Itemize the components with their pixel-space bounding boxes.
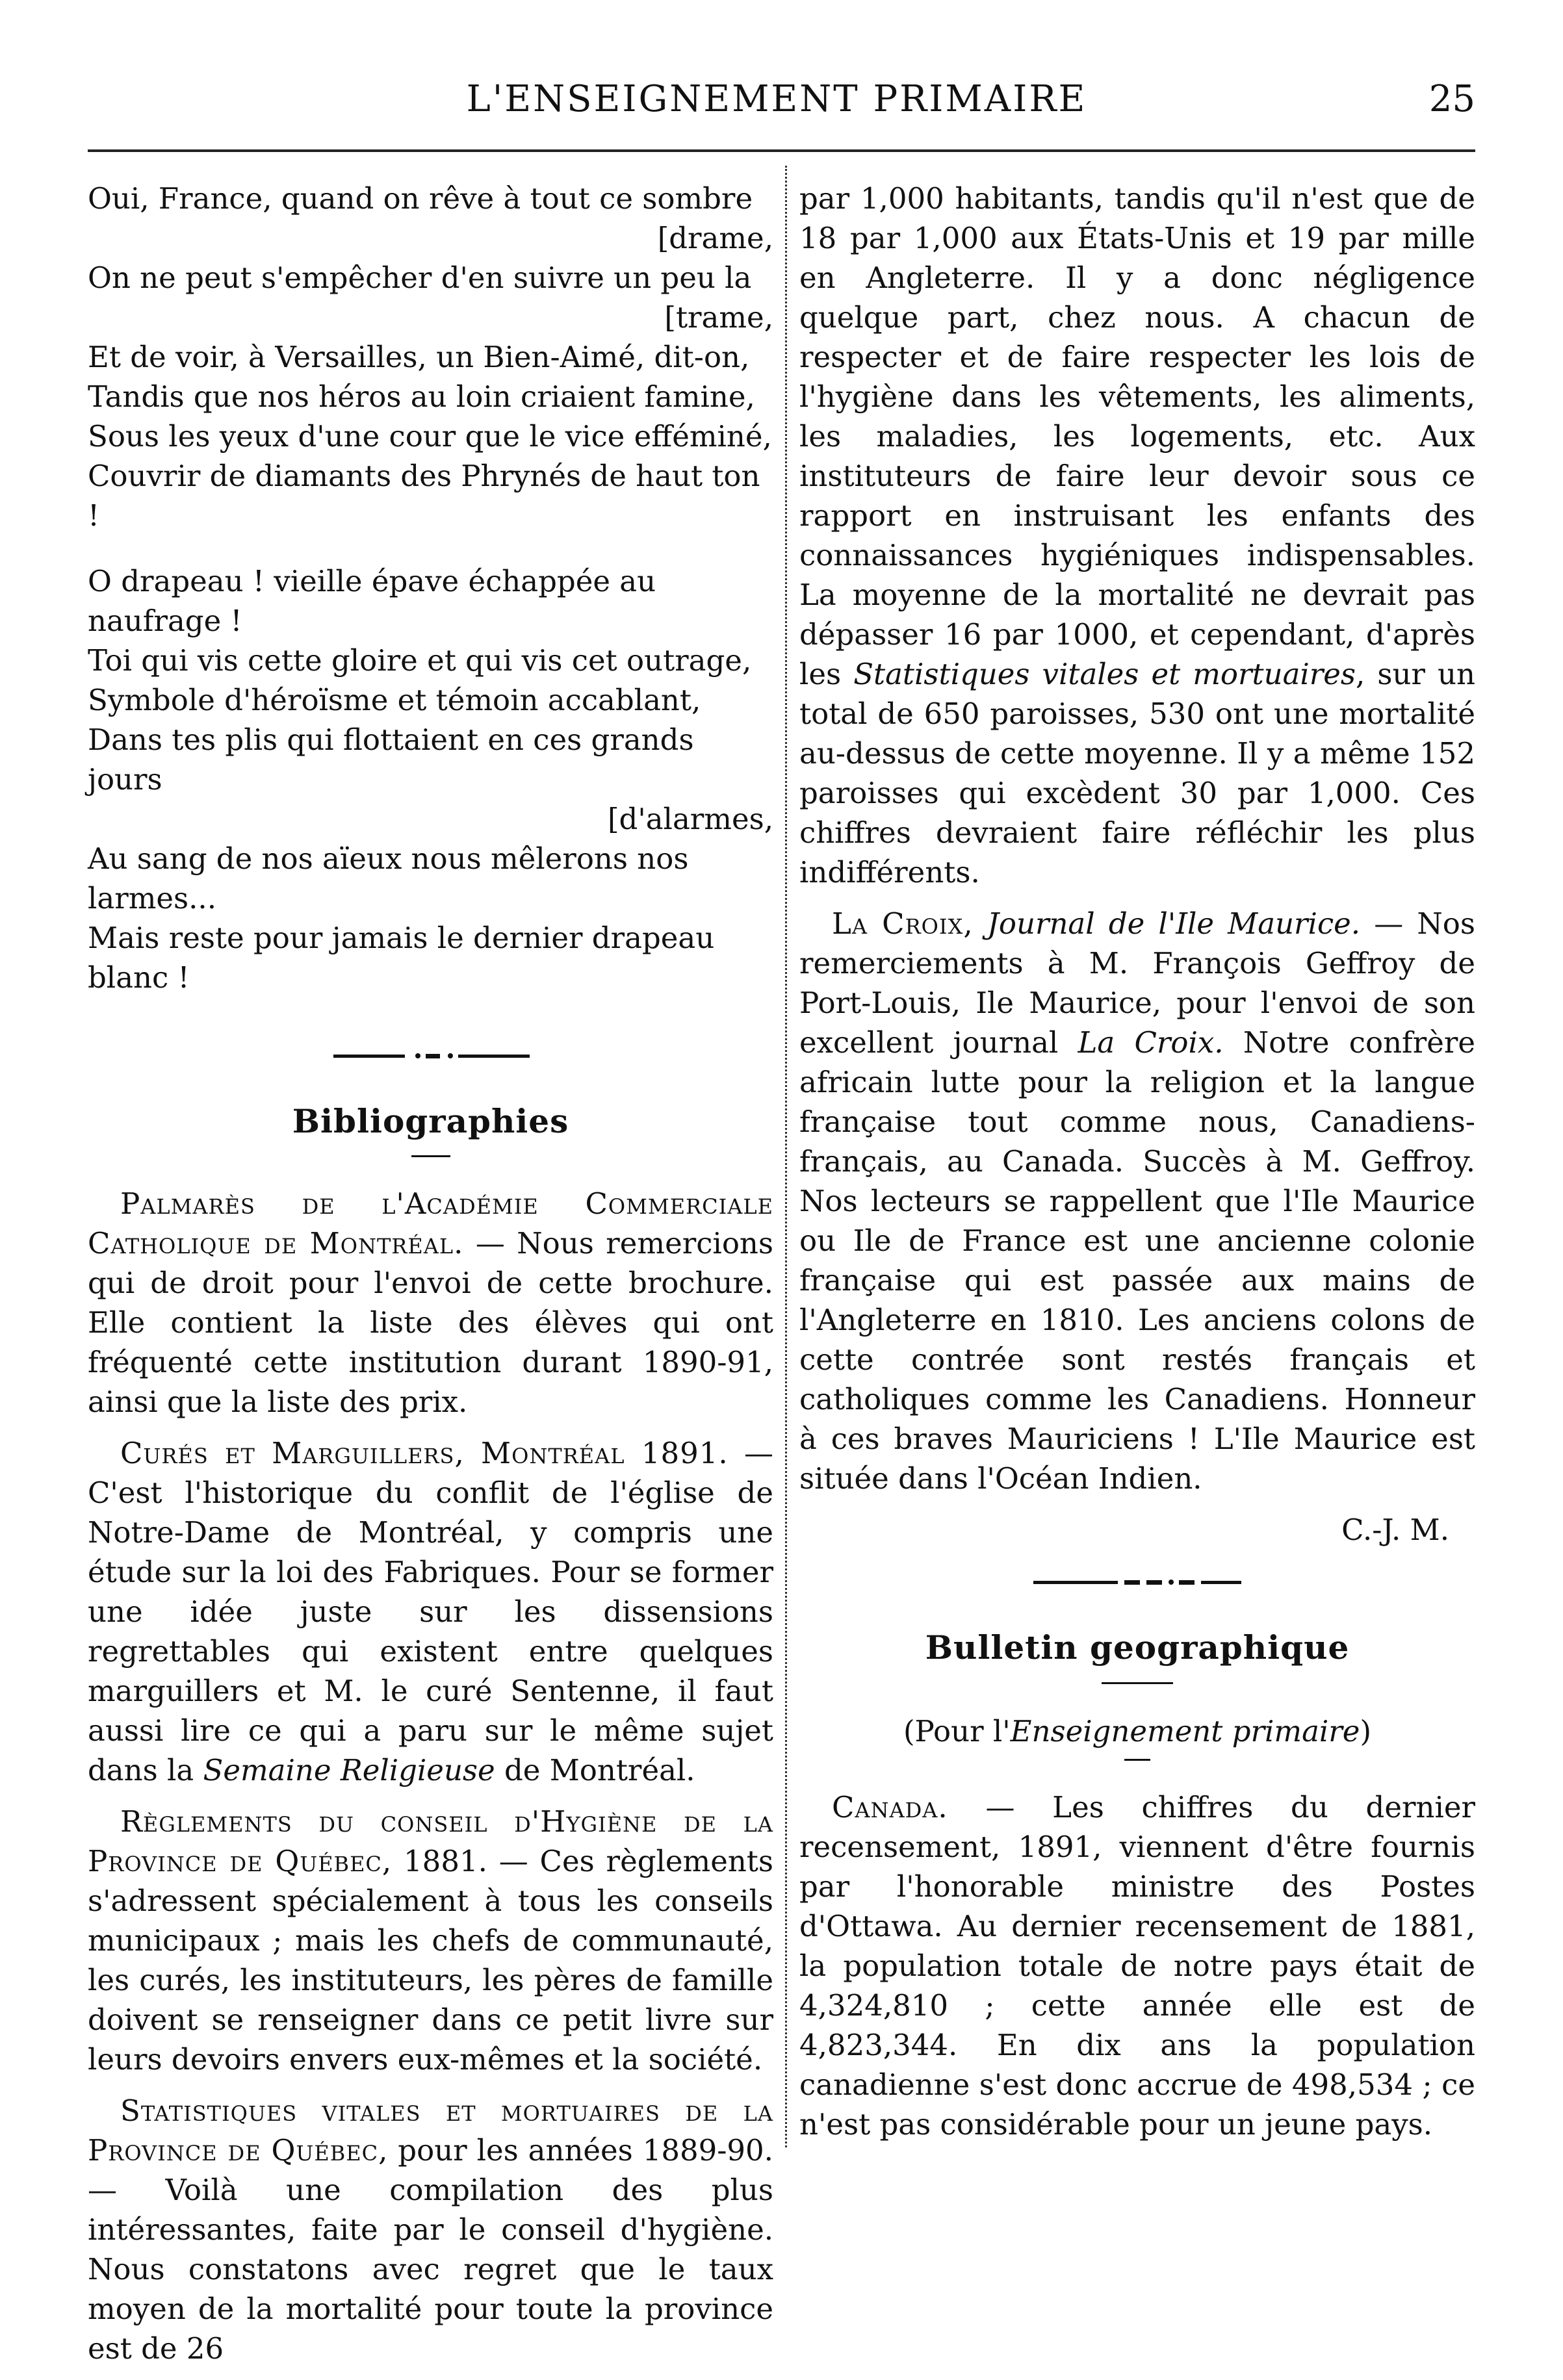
verse-line: On ne peut s'empêcher d'en suivre un peu la: [88, 261, 752, 295]
ornament-divider: [320, 1049, 541, 1062]
section-title-bulletin: Bulletin geographique: [925, 1628, 1350, 1667]
entry-heading: Règlements du conseil d'Hygiène de la Province de Québec,: [88, 1804, 773, 1878]
running-header: [78, 78, 1475, 136]
poem-stanza-1: [88, 179, 773, 535]
entry-text: 1881. — Ces règlements s'adressent spécialement à tous les conseils municipaux ; mais les chefs de communauté, les curés, les instituteurs, les pères de famille doivent se renseigner dans ce petit livre sur leurs devoirs envers eux-mêmes et la société.: [88, 1844, 773, 2077]
bibliography-entry: [88, 1184, 773, 1422]
short-rule: [1102, 1680, 1173, 1685]
entry-text-tail: de Montréal.: [495, 1753, 695, 1787]
page-number: 25: [1428, 78, 1475, 120]
entry-heading: La Croix,: [832, 906, 974, 941]
note-text: (Pour l': [903, 1714, 1011, 1748]
verse-line: Oui, France, quand on rêve à tout ce sombre: [88, 181, 753, 216]
poem-stanza-2: [88, 561, 773, 997]
verse-line: Et de voir, à Versailles, un Bien-Aimé, dit-on,: [88, 340, 750, 374]
signature: C.-J. M.: [1341, 1513, 1449, 1547]
entry-italic: La Croix.: [1078, 1025, 1224, 1060]
verse-line: Couvrir de diamants des Phrynés de haut ton !: [88, 459, 760, 533]
entry-text: — Les chiffres du dernier recensement, 1891, viennent d'être fournis par l'honorable ministre des Postes d'Ottawa. Au dernier recensement de 1881, la population totale de notre pays était de 4,324,810 ; cette année elle est de 4,823,344. En dix ans la population canadienne s'est donc accrue de 498,534 ; ce n'est pas considérable pour un jeune pays.: [799, 1790, 1475, 2142]
entry-text: — Nous remercions qui de droit pour l'envoi de cette brochure. Elle contient la liste des élèves qui ont fréquenté cette institution durant 1890-91, ainsi que la liste des prix.: [88, 1226, 773, 1419]
entry-text-tail: Notre confrère africain lutte pour la religion et la langue française tout comme nous, Canadiens-français, au Canada. Succès à M. Geffroy. Nos lecteurs se rappellent que l'Ile Maurice ou Ile de France est une ancienne colonie française qui est passée aux mains de l'Angleterre en 1810. Les anciens colons de cette contrée sont restés français et catholiques comme les Canadiens. Honneur à ces braves Mauriciens ! L'Ile Maurice est située dans l'Océan Indien.: [799, 1025, 1475, 1496]
bibliography-entry: [88, 2091, 773, 2368]
bulletin-source-note: [799, 1711, 1475, 1751]
entry-text: par 1,000 habitants, tandis qu'il n'est que de 18 par 1,000 aux États-Unis et 19 par mille en Angleterre. Il y a donc négligence quelque part, chez nous. A chacun de respecter et de faire respecter les lois de l'hygiène dans les vêtements, les aliments, les maladies, les logements, etc. Aux instituteurs de faire leur devoir sous ce rapport en instruisant les enfants des connaissances hygiéniques indispensables. La moyenne de la mortalité ne devrait pas dépasser 16 par 1000, et cependant, d'après les: [799, 181, 1475, 691]
short-rule: [1124, 1758, 1150, 1761]
verse-line: Symbole d'héroïsme et témoin accablant,: [88, 683, 701, 717]
header-rule: [88, 149, 1475, 152]
verse-line: Toi qui vis cette gloire et qui vis cet outrage,: [88, 643, 752, 678]
bibliography-entry-la-croix: [799, 904, 1475, 1498]
verse-line: O drapeau ! vieille épave échappée au naufrage !: [88, 564, 656, 638]
entry-italic: Semaine Religieuse: [203, 1753, 495, 1787]
verse-line: Tandis que nos héros au loin criaient famine,: [88, 379, 755, 414]
statistics-continuation: [799, 179, 1475, 892]
verse-line: Au sang de nos aïeux nous mêlerons nos larmes...: [88, 841, 689, 915]
entry-italic: Statistiques vitales et mortuaires: [853, 657, 1356, 691]
verse-turnover: [drame,: [657, 221, 773, 255]
verse-turnover: [trame,: [664, 300, 773, 335]
left-column: [88, 179, 773, 2380]
entry-heading: Canada.: [832, 1790, 948, 1824]
ornament-divider: [1027, 1576, 1248, 1589]
entry-heading: Curés et Marguillers, Montréal 1891.: [120, 1436, 729, 1470]
verse-line: Mais reste pour jamais le dernier drapeau blanc !: [88, 921, 715, 995]
journal-title: L'ENSEIGNEMENT PRIMAIRE: [466, 78, 1087, 120]
section-title-bibliographies: Bibliographies: [292, 1102, 569, 1140]
verse-turnover: [d'alarmes,: [608, 802, 773, 836]
bibliography-entry: [88, 1433, 773, 1790]
note-italic: Enseignement primaire: [1010, 1714, 1360, 1748]
entry-heading: Palmarès de l'Académie Commerciale Catholique de Montréal.: [88, 1186, 773, 1260]
entry-text-tail: , sur un total de 650 paroisses, 530 ont une mortalité au-dessus de cette moyenne. Il y a même 152 paroisses qui excèdent 30 par 1,000. Ces chiffres devraient faire réfléchir les plus indifférents.: [799, 657, 1476, 889]
entry-italic: Journal de l'Ile Maurice.: [987, 906, 1361, 941]
right-column: [799, 179, 1475, 2156]
entry-heading: Statistiques vitales et mortuaires de la Province de Québec,: [88, 2093, 773, 2168]
column-divider: [785, 166, 787, 2147]
bibliography-entry: [88, 1802, 773, 2079]
entry-text: pour les années 1889-90. — Voilà une compilation des plus intéressantes, faite par le conseil d'hygiène. Nous constatons avec regret que le taux moyen de la mortalité pour toute la province est de 26: [88, 2133, 773, 2366]
bulletin-entry-canada: [799, 1787, 1475, 2144]
note-text: ): [1360, 1714, 1371, 1748]
verse-line: Dans tes plis qui flottaient en ces grands jours: [88, 723, 694, 797]
verse-line: Sous les yeux d'une cour que le vice efféminé,: [88, 419, 772, 454]
entry-text: — C'est l'historique du conflit de l'église de Notre-Dame de Montréal, y compris une étude sur la loi des Fabriques. Pour se former une idée juste sur les dissensions regrettables qui existent entre quelques marguillers et M. le curé Sentenne, il faut aussi lire ce qui a paru sur le même sujet dans la: [88, 1436, 773, 1787]
entry-text: — Nos remerciements à M. François Geffroy de Port-Louis, Ile Maurice, pour l'envoi de son excellent journal: [799, 906, 1475, 1060]
short-rule: [411, 1154, 450, 1158]
